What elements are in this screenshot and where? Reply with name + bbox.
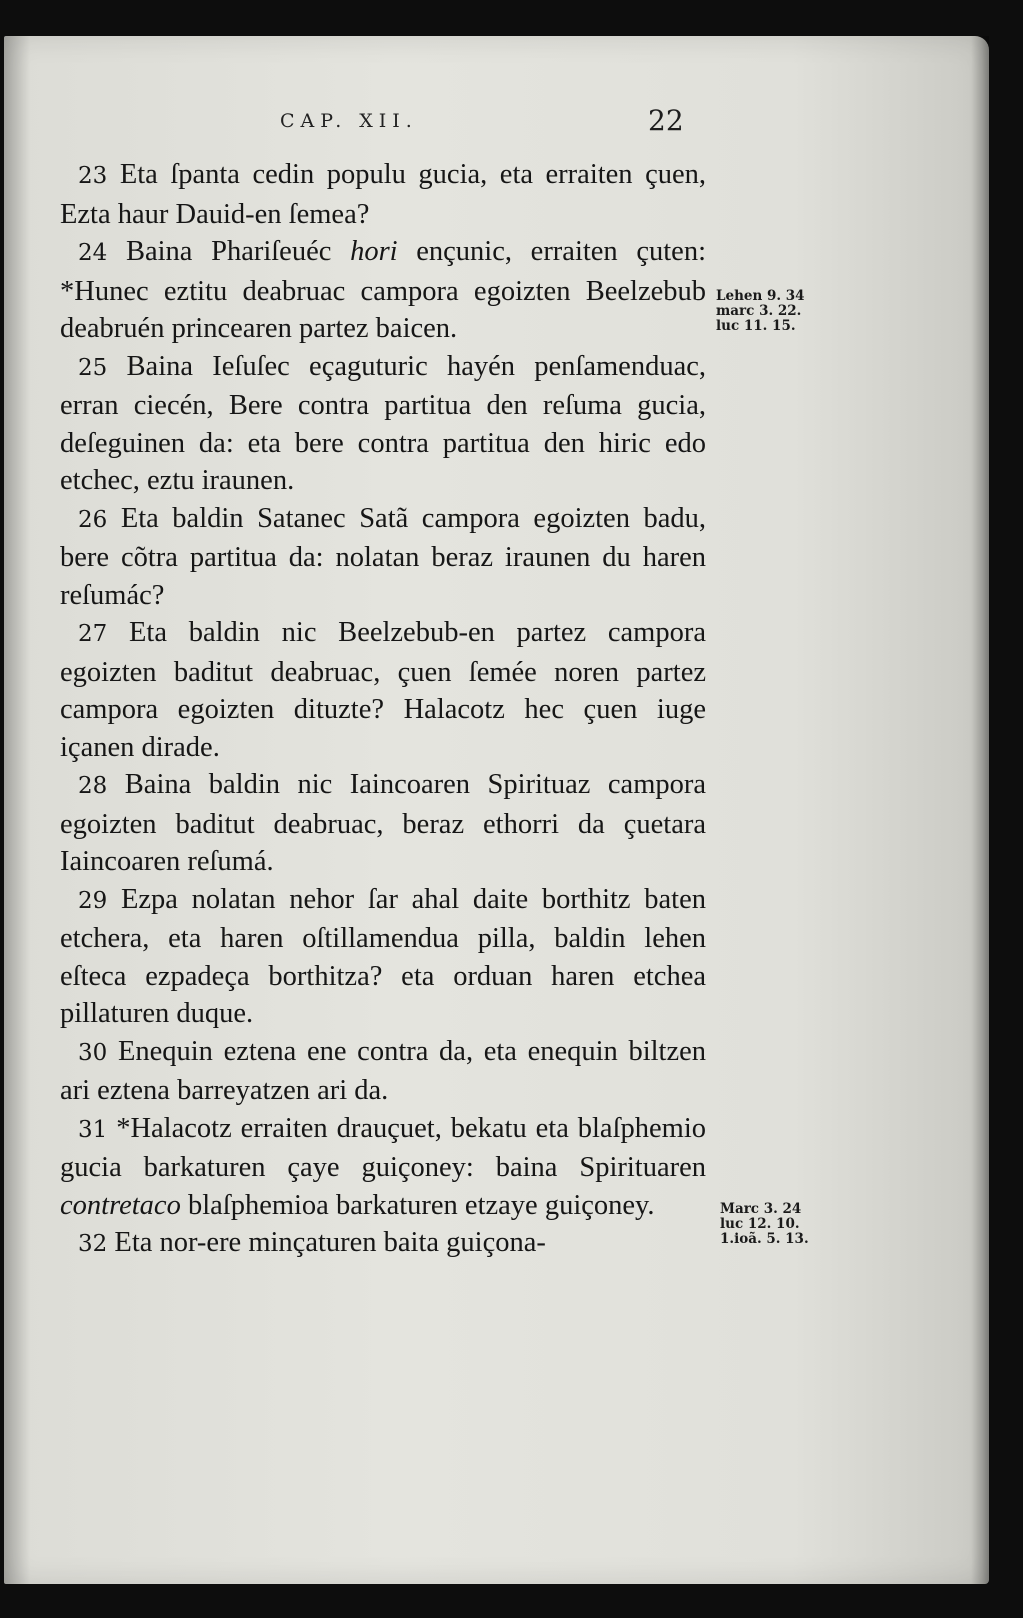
verse-text: Ezpa nolatan nehor ſar ahal daite borthitz baten etchera, eta haren oſtillamendua pilla, baldin lehen eſteca ezpadeça borthitza? eta orduan haren etchea pillaturen duque.: [60, 883, 706, 1029]
verse-number: 29: [78, 887, 108, 914]
verse-text: blaſphemioa barkaturen etzaye guiçoney.: [180, 1189, 655, 1221]
margin-note-line: luc 11. 15.: [716, 318, 796, 334]
verse-32: [60, 1224, 706, 1264]
gutter-shadow: [4, 36, 30, 1584]
margin-note-line: 1.ioã. 5. 13.: [720, 1231, 809, 1247]
verse-number: 27: [78, 621, 108, 647]
verse-24: [60, 233, 706, 348]
verse-text: *Halacotz erraiten drauçuet, bekatu eta blaſphemio gucia barkaturen çaye guiçoney: baina Spirituaren: [60, 1112, 706, 1183]
margin-note-cross-reference: [720, 1202, 809, 1247]
verse-number: 24: [78, 240, 108, 266]
verse-text: Baina baldin nic Iaincoaren Spirituaz campora egoizten baditut deabruac, beraz ethorri da çuetara Iaincoaren reſumá.: [60, 769, 706, 877]
verse-number: 25: [78, 354, 108, 381]
page-edge-shadow: [971, 36, 989, 1584]
running-head: CAP. XII.: [280, 110, 418, 132]
verse-text: Baina Phariſeuéc: [125, 236, 351, 267]
verse-text: Enequin eztena ene contra da, eta enequin biltzen ari eztena barreyatzen ari da.: [60, 1035, 707, 1106]
italic-word: hori: [350, 236, 398, 267]
margin-note-line: luc 12. 10.: [720, 1216, 800, 1232]
verse-23: [60, 156, 706, 233]
verse-text: ençunic, erraiten çuten: *Hunec eztitu deabruac campora egoizten Beelzebub deabruén princearen partez baicen.: [60, 236, 706, 344]
verse-26: [60, 500, 706, 615]
verse-number: 28: [78, 773, 108, 799]
margin-note-line: Marc 3. 24: [720, 1201, 802, 1217]
verse-text: Baina Ieſuſec eçaguturic hayén penſamenduac, erran ciecén, Bere contra partitua den reſuma gucia, deſeguinen da: eta bere contra partitua den hiric edo etchec, eztu iraunen.: [60, 350, 706, 496]
verse-text: Eta ſpanta cedin populu gucia, eta erraiten çuen, Ezta haur Dauid-en ſemea?: [60, 159, 707, 230]
margin-note-line: Lehen 9. 34: [716, 288, 805, 304]
verse-text-block: [60, 156, 706, 1264]
margin-note-cross-reference: [716, 289, 805, 334]
verse-31: [60, 1110, 706, 1225]
verse-number: 32: [78, 1231, 108, 1257]
italic-word: contretaco: [60, 1189, 181, 1221]
margin-note-line: marc 3. 22.: [716, 303, 802, 319]
verse-28: [60, 766, 706, 881]
verse-number: 23: [78, 163, 108, 189]
verse-number: 30: [78, 1039, 108, 1066]
page-number: 22: [648, 104, 684, 137]
verse-29: [60, 881, 706, 1033]
verse-27: [60, 614, 706, 766]
verse-text: Eta baldin nic Beelzebub-en partez campora egoizten baditut deabruac, çuen ſemée noren partez campora egoizten dituzte? Halacotz hec çuen iuge içanen dirade.: [60, 617, 706, 763]
verse-text: Eta nor-ere minçaturen baita guiçona-: [114, 1227, 546, 1258]
verse-number: 31: [78, 1116, 108, 1143]
verse-30: [60, 1033, 706, 1110]
verse-25: [60, 348, 706, 500]
verse-number: 26: [78, 506, 108, 533]
verse-text: Eta baldin Satanec Satã campora egoizten badu, bere cõtra partitua da: nolatan beraz iraunen du haren reſumác?: [60, 502, 706, 611]
